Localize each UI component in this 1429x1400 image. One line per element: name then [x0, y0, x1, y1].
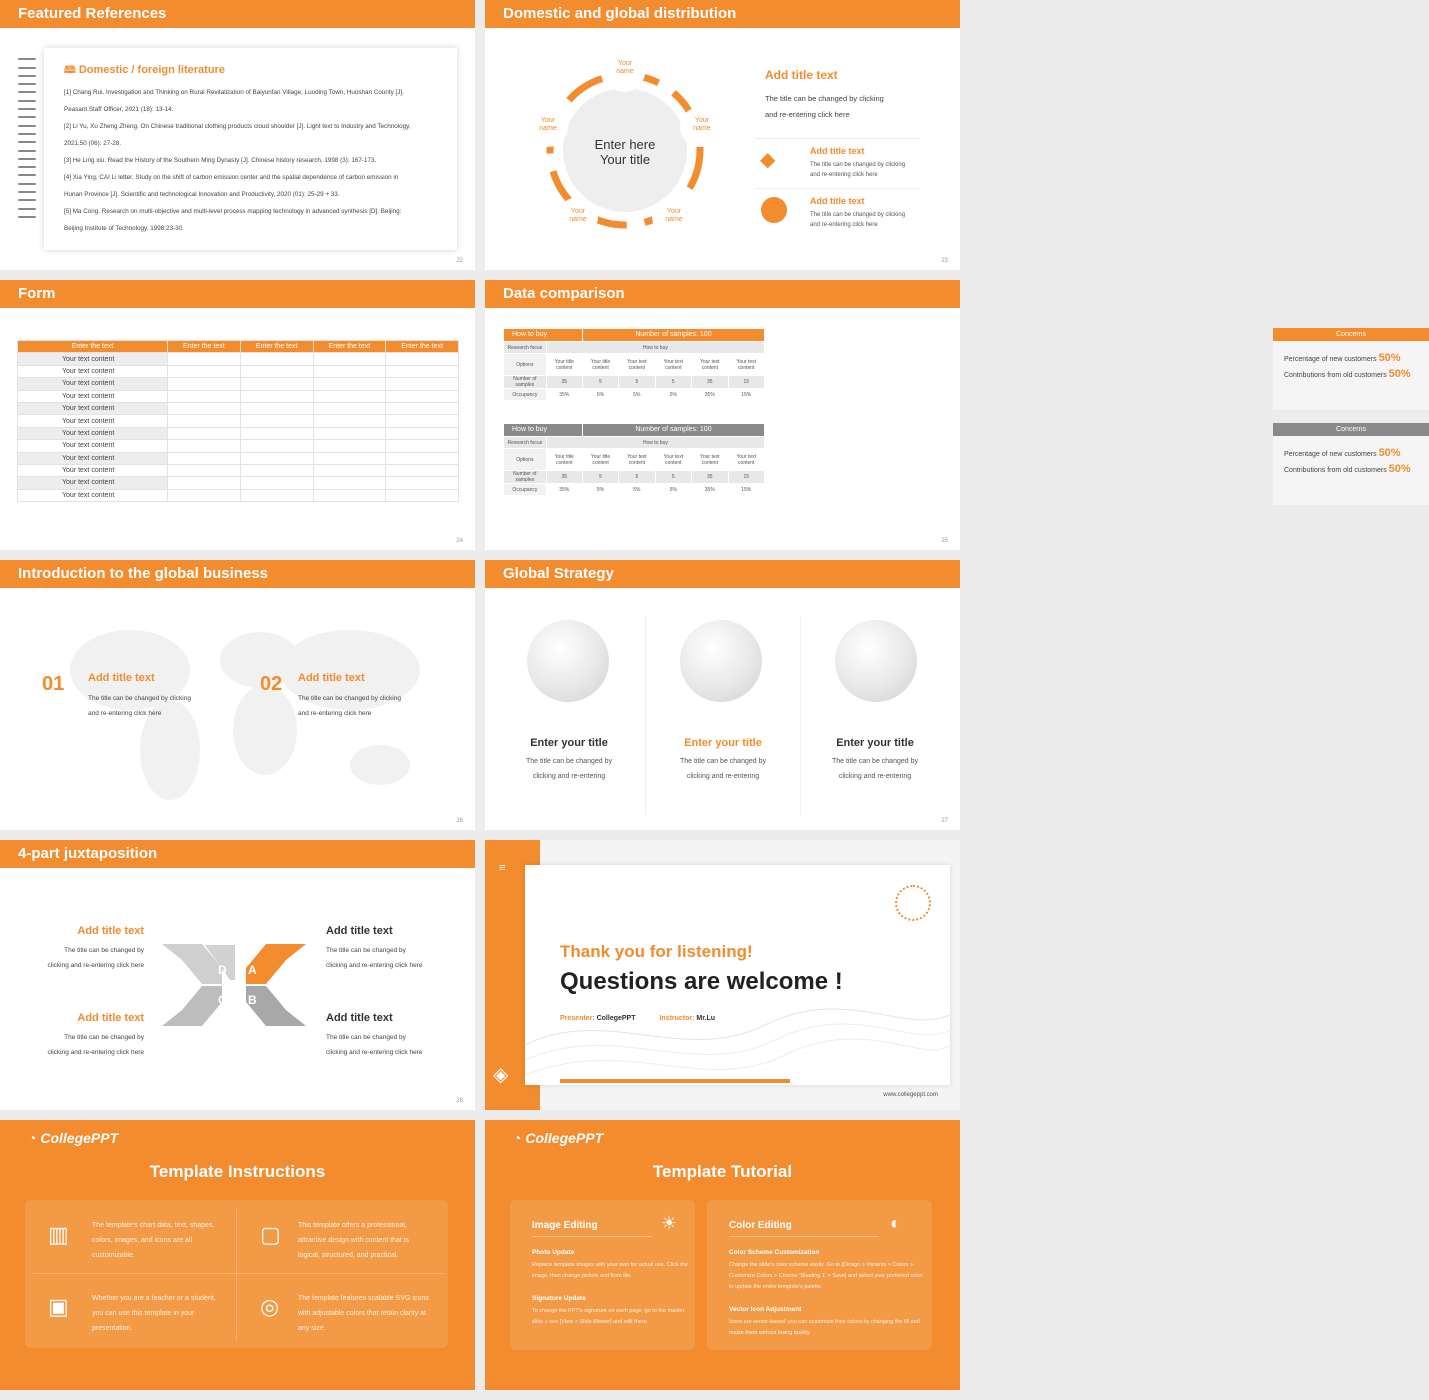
table-cell[interactable] [386, 427, 459, 439]
table-cell: 35 [692, 376, 728, 389]
concerns-card: Concerns Percentage of new customers 50% Contributions from old customers 50% [1273, 423, 1429, 505]
table-cell[interactable] [168, 464, 241, 476]
part-letter: D [218, 963, 227, 977]
tip-text: Icons are vector-based: you can customize their colors by changing the fill and resize them without losing quality. [729, 1319, 920, 1336]
ball-icon: ◎ [260, 1294, 280, 1319]
accent-bar [560, 1079, 790, 1083]
table-cell[interactable] [168, 415, 241, 427]
table-cell[interactable]: Your text content [18, 477, 168, 489]
table-cell[interactable]: Your text content [18, 489, 168, 501]
table-cell[interactable] [386, 489, 459, 501]
table-cell[interactable] [240, 464, 313, 476]
slide-title: Global Strategy [485, 560, 960, 588]
table-cell[interactable]: Your text content [18, 378, 168, 390]
node-label[interactable]: Your name [665, 208, 683, 223]
table-row [18, 477, 459, 489]
table-cell: 5% [619, 484, 655, 496]
table-cell[interactable] [240, 489, 313, 501]
row-label: Occupancy [504, 484, 547, 496]
table-cell: Your text content [655, 449, 691, 471]
table-row [18, 378, 459, 390]
table-cell: 15% [728, 389, 765, 401]
table-cell[interactable] [168, 489, 241, 501]
slide-title: Data comparison [485, 280, 960, 308]
column-header[interactable]: Enter the text [18, 341, 168, 353]
thank-you-text: Thank you for listening! [560, 942, 753, 961]
table-cell[interactable] [386, 378, 459, 390]
table-cell: Your text content [728, 449, 765, 471]
table-cell: Your text content [619, 449, 655, 471]
table-cell[interactable]: Your text content [18, 415, 168, 427]
slide-references[interactable] [0, 0, 475, 270]
table-cell[interactable] [386, 464, 459, 476]
reference-line: [1] Chang Rui. Investigation and Thinking on Rural Revitalization of Baiyunfan Village, Luoding Town, Huoshan County [J]. [64, 89, 404, 96]
add-title[interactable]: Add title text [765, 68, 838, 82]
column-header[interactable]: Enter the text [168, 341, 241, 353]
part-letter: C [218, 993, 227, 1007]
concerns-card: Concerns Percentage of new customers 50% Contributions from old customers 50% [1273, 328, 1429, 410]
row-label: Options [504, 449, 547, 471]
instruction-text: The template features scalable SVG icons with adjustable colors that retain clarity at any size. [298, 1295, 429, 1332]
slide-title: Featured References [0, 0, 475, 28]
table-cell[interactable] [240, 440, 313, 452]
table-cell[interactable]: Your text content [18, 365, 168, 377]
table-cell[interactable] [386, 390, 459, 402]
page-number: 25 [941, 538, 948, 544]
table-cell: 15% [728, 484, 765, 496]
item-title[interactable]: Add title text [810, 146, 865, 156]
slide-title: Template Tutorial [652, 1162, 793, 1181]
reference-line: Peasant Staff Officer, 2021 (18): 13-14. [64, 106, 174, 113]
page-number: 22 [456, 258, 463, 264]
table-cell: Your title content [582, 354, 618, 376]
row-label: Options [504, 354, 547, 376]
table-cell: 5% [582, 389, 618, 401]
slide-distribution[interactable]: Domestic and global distribution Your name Your name Your name Your name Your name Enter here Your title Add title text The title can be changed by clicking and re-entering click here ◆ Add title text The title can be changed by clicking and re-entering click here Add title text The title can be changed by clicking and re-entering click here 23 [485, 0, 960, 270]
table-header: Number of samples: 100 [582, 329, 764, 342]
table-cell: 5% [655, 484, 691, 496]
table-cell: 5 [655, 471, 691, 484]
slide-thank-you[interactable] [485, 840, 960, 1110]
table-cell[interactable]: Your text content [18, 353, 168, 365]
column-header[interactable]: Enter the text [240, 341, 313, 353]
table-cell[interactable] [240, 402, 313, 414]
table-cell[interactable] [240, 452, 313, 464]
table-row [18, 390, 459, 402]
table-cell[interactable]: Your text content [18, 402, 168, 414]
reference-subtitle: Domestic / foreign literature [78, 64, 225, 76]
tip-text: To change the PPT's signature on each page, go to the master slide » see [View > Slide Master] and edit there. [532, 1308, 685, 1325]
tip-title: Signature Update [532, 1295, 586, 1302]
table-cell: 15 [728, 376, 765, 389]
table-cell: Your text content [692, 449, 728, 471]
page-number: 27 [941, 818, 948, 824]
slide-title: Domestic and global distribution [485, 0, 960, 28]
table-cell[interactable] [386, 452, 459, 464]
reference-line: [2] Li Yu, Xu Zheng Zheng. On Chinese traditional clothing products cloud shoulder [J]. Light text to Industry and Technology, [64, 123, 411, 130]
item-title[interactable]: Add title text [298, 672, 365, 684]
questions-title: Questions are welcome ! [560, 968, 843, 995]
table-cell[interactable] [386, 440, 459, 452]
college-logo [895, 885, 931, 921]
table-cell[interactable] [168, 427, 241, 439]
reference-line: [5] Ma Cong. Research on multi-objective and multi-level process mapping technology in advanced synthesis [D]. Beijing: [64, 208, 402, 215]
table-cell: Your title content [546, 449, 582, 471]
table-cell: Your text content [692, 354, 728, 376]
table-cell[interactable]: Your text content [18, 427, 168, 439]
slide-title: Form [0, 280, 475, 308]
table-cell[interactable] [313, 440, 386, 452]
item-title[interactable]: Add title text [77, 1012, 144, 1024]
part-letter: B [248, 993, 257, 1007]
logo-icon: ◔ [513, 1130, 522, 1146]
layers-icon: ◈ [493, 1064, 509, 1086]
item-title[interactable]: Add title text [88, 672, 155, 684]
wave-background [525, 985, 950, 1085]
logo-icon: ◔ [28, 1130, 37, 1146]
table-cell: Your title content [546, 354, 582, 376]
item-title[interactable]: Add title text [77, 925, 144, 937]
table-row [18, 464, 459, 476]
part-letter: A [248, 963, 257, 977]
table-cell: 35% [692, 484, 728, 496]
table-cell[interactable] [168, 378, 241, 390]
table-row [18, 415, 459, 427]
table-row [18, 427, 459, 439]
table-cell: How to buy [546, 342, 764, 354]
reference-list [64, 84, 454, 237]
table-cell: 5% [619, 389, 655, 401]
table-cell[interactable] [313, 365, 386, 377]
table-cell[interactable] [240, 353, 313, 365]
node-label[interactable]: Your name [693, 117, 711, 132]
column-header[interactable]: Enter the text [386, 341, 459, 353]
table-cell: 15 [728, 471, 765, 484]
concerns-title: Concerns [1273, 328, 1429, 341]
table-cell[interactable] [168, 353, 241, 365]
center-title[interactable]: Enter here Your title [594, 137, 656, 167]
item-title[interactable]: Add title text [326, 925, 393, 937]
instructor-name: Mr.Lu [696, 1015, 716, 1022]
table-header: How to buy [504, 329, 583, 342]
table-cell[interactable] [386, 477, 459, 489]
panel-title: Color Editing [729, 1220, 792, 1231]
table-cell[interactable] [168, 390, 241, 402]
slide-title: 4-part juxtaposition [0, 840, 475, 868]
panel-title: Image Editing [532, 1220, 598, 1231]
item-title[interactable]: Enter your title [684, 737, 762, 749]
table-cell[interactable] [168, 440, 241, 452]
table-row [18, 353, 459, 365]
table-cell[interactable] [313, 477, 386, 489]
tip-title: Vector Icon Adjustment [729, 1306, 802, 1313]
form-table [17, 340, 459, 502]
table-cell[interactable] [313, 427, 386, 439]
page-number: 26 [456, 818, 463, 824]
table-cell[interactable] [313, 378, 386, 390]
table-cell[interactable] [313, 464, 386, 476]
document-icon: ▥ [48, 1222, 69, 1247]
tip-text: Change the slide's color scheme easily. Go to [Design > Variants > Colors > Customize Colors > Choose 'Shading 1' > Save] and select your preferred color to update the entire template's palette. [729, 1262, 923, 1290]
comparison-table [503, 328, 765, 401]
table-cell[interactable] [168, 452, 241, 464]
table-row [18, 402, 459, 414]
item-title[interactable]: Enter your title [530, 737, 608, 749]
table-cell[interactable] [168, 365, 241, 377]
brand-logo: ◔ CollegePPT [28, 1130, 119, 1146]
instruction-text: This template offers a professional, attractive design with content that is logical, structured, and practical. [298, 1222, 409, 1259]
table-cell[interactable] [313, 452, 386, 464]
row-label: Number of samples [504, 471, 547, 484]
tip-title: Photo Update [532, 1249, 575, 1256]
table-header: How to buy [504, 424, 583, 437]
table-cell[interactable] [168, 477, 241, 489]
table-cell[interactable] [313, 402, 386, 414]
table-row [18, 452, 459, 464]
user-board-icon: ▣ [48, 1294, 69, 1319]
instruction-text: Whether you are a teacher or a student, you can use this template in your presentation. [92, 1295, 216, 1332]
slide-template-tutorial[interactable] [485, 1120, 960, 1390]
table-cell: 35% [546, 389, 582, 401]
table-cell[interactable] [313, 353, 386, 365]
node-label[interactable]: Your name [569, 208, 587, 223]
table-cell[interactable] [168, 402, 241, 414]
table-cell: 5 [619, 471, 655, 484]
brand-logo: ◔ CollegePPT [513, 1130, 604, 1146]
presenter-label: Presenter: [560, 1015, 595, 1022]
table-cell: Your text content [655, 354, 691, 376]
table-cell: Your title content [582, 449, 618, 471]
title-desc: and re-entering click here [765, 110, 850, 119]
table-cell[interactable]: Your text content [18, 390, 168, 402]
table-cell[interactable]: Your text content [18, 440, 168, 452]
table-cell[interactable] [386, 415, 459, 427]
globe-image [835, 620, 917, 702]
table-cell[interactable] [240, 415, 313, 427]
slide-form[interactable] [0, 280, 475, 550]
table-cell: 5 [582, 376, 618, 389]
globe-image [527, 620, 609, 702]
instructor-label: Instructor: [659, 1015, 695, 1022]
item-title[interactable]: Add title text [326, 1012, 393, 1024]
title-desc: The title can be changed by clicking [765, 94, 884, 103]
palette-icon: ◐ [890, 1213, 901, 1233]
tip-title: Color Scheme Customization [729, 1249, 820, 1256]
table-cell: Your text content [619, 354, 655, 376]
column-header[interactable]: Enter the text [313, 341, 386, 353]
window-icon: ▢ [260, 1222, 281, 1247]
item-title[interactable]: Enter your title [836, 737, 914, 749]
page-number: 28 [456, 1098, 463, 1104]
slide-juxtaposition[interactable]: 4-part juxtaposition D A C B Add title text The title can be changed by clicking and re-entering click here Add title text The title can be changed by clicking and re-entering click here Add title text The title can be changed by clicking and re-entering click here Add title text The title can be changed by clicking and re-entering click here 28 [0, 840, 475, 1110]
table-cell[interactable] [240, 427, 313, 439]
table-cell[interactable] [313, 489, 386, 501]
content-card [525, 865, 950, 1085]
table-cell: 35 [546, 471, 582, 484]
table-cell[interactable] [240, 390, 313, 402]
reference-line: [4] Xia Ying, CAI Li letter. Study on the shift of carbon emission center and the spatial dependence of carbon emission in [64, 174, 399, 181]
table-row [18, 489, 459, 501]
table-header: Number of samples: 100 [582, 424, 764, 437]
reference-line: Hunan Province [J]. Scientific and technological Innovation and Productivity, 2020 (01): 25-29 + 33. [64, 191, 340, 198]
reference-line: [3] He Ling xiu. Read the History of the Southern Ming Dynasty [J]. Chinese history research, 1998 (3): 167-173. [64, 157, 377, 164]
table-cell: 5 [582, 471, 618, 484]
row-label: Number of samples [504, 376, 547, 389]
table-cell: 35% [692, 389, 728, 401]
table-cell[interactable] [313, 390, 386, 402]
book-icon: 🕮 [64, 65, 76, 76]
instruction-text: The template's chart data, text, shapes, colors, images, and icons are all customizable. [92, 1222, 215, 1259]
comparison-table [503, 423, 765, 496]
number-label: 02 [260, 673, 283, 695]
row-label: Research focus [504, 342, 547, 354]
globe-image [680, 620, 762, 702]
table-row [18, 440, 459, 452]
page-number: 24 [456, 538, 463, 544]
row-label: Research focus [504, 437, 547, 449]
globe-icon [761, 197, 787, 223]
node-label[interactable]: Your name [539, 117, 557, 132]
table-cell[interactable] [240, 365, 313, 377]
table-cell: How to buy [546, 437, 764, 449]
china-map-icon: ◆ [760, 149, 776, 171]
node-label[interactable]: Your name [616, 60, 634, 75]
slide-title: Template Instructions [149, 1162, 326, 1181]
page-number: 23 [941, 258, 948, 264]
table-cell: 35% [546, 484, 582, 496]
item-title[interactable]: Add title text [810, 196, 865, 206]
table-cell: 5% [582, 484, 618, 496]
table-cell: Your text content [728, 354, 765, 376]
table-cell: 5% [655, 389, 691, 401]
slide-title: Introduction to the global business [0, 560, 475, 588]
table-cell[interactable] [240, 477, 313, 489]
table-cell[interactable] [313, 415, 386, 427]
menu-icon[interactable]: ≡ [499, 862, 506, 874]
tip-text: Replace template images with your own for actual use. Click the image, then change picture and from file. [532, 1262, 688, 1279]
table-cell[interactable]: Your text content [18, 464, 168, 476]
table-cell: 35 [546, 376, 582, 389]
form-body [18, 353, 459, 502]
presenter-name: CollegePPT [596, 1015, 636, 1022]
table-cell[interactable] [386, 365, 459, 377]
table-cell[interactable] [240, 378, 313, 390]
four-part-diagram [160, 940, 310, 1030]
slide-global-business[interactable]: Introduction to the global business 01 Add title text The title can be changed by clicking and re-entering click here 02 Add title text The title can be changed by clicking and re-entering click here 26 [0, 560, 475, 830]
slide-template-instructions[interactable] [0, 1120, 475, 1390]
slide-global-strategy[interactable]: Global Strategy Enter your title The title can be changed by clicking and re-entering Enter your title The title can be changed by clicking and re-entering Enter your title The title can be changed by clicking and re-entering 27 [485, 560, 960, 830]
table-cell: 5 [619, 376, 655, 389]
table-cell: 5 [655, 376, 691, 389]
number-label: 01 [42, 673, 65, 695]
table-cell[interactable] [386, 402, 459, 414]
reference-line: 2021,50 (06): 27-28. [64, 140, 122, 147]
table-cell[interactable]: Your text content [18, 452, 168, 464]
reference-line: Beijing Institute of Technology, 1998:23-30. [64, 225, 184, 232]
concerns-title: Concerns [1273, 423, 1429, 436]
table-cell: 35 [692, 471, 728, 484]
website-url[interactable]: www.collegeppt.com [883, 1092, 938, 1098]
table-cell[interactable] [386, 353, 459, 365]
reference-card [44, 48, 457, 250]
slide-data-comparison[interactable] [485, 280, 1411, 550]
notebook-spiral [18, 52, 38, 242]
lightbulb-icon: ☀ [661, 1213, 678, 1233]
row-label: Occupancy [504, 389, 547, 401]
table-row [18, 365, 459, 377]
